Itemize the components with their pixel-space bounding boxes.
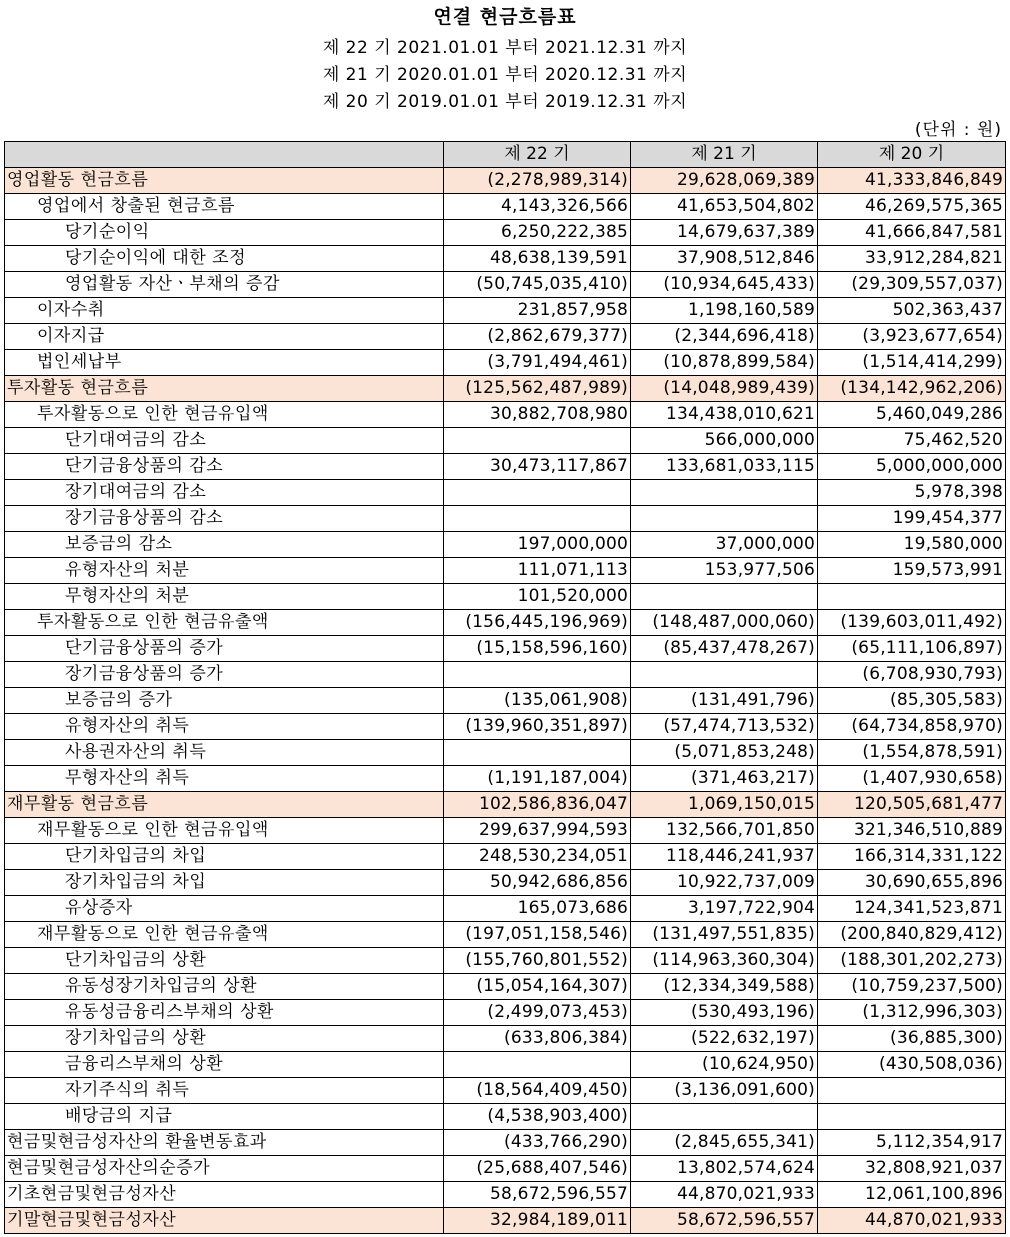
header-period-21: 제 21 기	[631, 142, 818, 168]
value-period-22: (15,158,596,160)	[444, 636, 631, 662]
value-period-22: 231,857,958	[444, 298, 631, 324]
value-period-21	[631, 480, 818, 506]
value-period-21	[631, 662, 818, 688]
value-period-20: 5,000,000,000	[818, 454, 1006, 480]
table-row	[5, 922, 1006, 948]
table-row	[5, 1026, 1006, 1052]
table-row	[5, 1078, 1006, 1104]
row-label: 단기차입금의 차입	[5, 844, 444, 870]
row-label: 유형자산의 처분	[5, 558, 444, 584]
value-period-21: (131,497,551,835)	[631, 922, 818, 948]
value-period-21: 13,802,574,624	[631, 1156, 818, 1182]
table-row	[5, 246, 1006, 272]
value-period-21: 1,069,150,015	[631, 792, 818, 818]
value-period-20: 120,505,681,477	[818, 792, 1006, 818]
row-label: 금융리스부채의 상환	[5, 1052, 444, 1078]
table-row	[5, 1104, 1006, 1130]
row-label: 당기순이익에 대한 조정	[5, 246, 444, 272]
row-label: 단기금융상품의 감소	[5, 454, 444, 480]
row-label: 투자활동으로 인한 현금유출액	[5, 610, 444, 636]
table-row	[5, 1182, 1006, 1208]
unit-label: (단위 : 원)	[914, 120, 1002, 140]
value-period-20: (139,603,011,492)	[818, 610, 1006, 636]
value-period-22: (50,745,035,410)	[444, 272, 631, 298]
value-period-20: 41,666,847,581	[818, 220, 1006, 246]
header-period-20: 제 20 기	[818, 142, 1006, 168]
value-period-21: (57,474,713,532)	[631, 714, 818, 740]
row-label: 단기차입금의 상환	[5, 948, 444, 974]
value-period-20: (134,142,962,206)	[818, 376, 1006, 402]
value-period-20: 159,573,991	[818, 558, 1006, 584]
value-period-20: (3,923,677,654)	[818, 324, 1006, 350]
value-period-22	[444, 480, 631, 506]
value-period-20: 502,363,437	[818, 298, 1006, 324]
value-period-21: (85,437,478,267)	[631, 636, 818, 662]
row-label: 당기순이익	[5, 220, 444, 246]
table-row	[5, 168, 1006, 194]
value-period-20: (10,759,237,500)	[818, 974, 1006, 1000]
value-period-21: 566,000,000	[631, 428, 818, 454]
value-period-21: (522,632,197)	[631, 1026, 818, 1052]
row-label: 보증금의 증가	[5, 688, 444, 714]
table-row	[5, 662, 1006, 688]
table-row	[5, 558, 1006, 584]
table-row	[5, 350, 1006, 376]
value-period-22: (433,766,290)	[444, 1130, 631, 1156]
value-period-21: 37,908,512,846	[631, 246, 818, 272]
value-period-22: 4,143,326,566	[444, 194, 631, 220]
value-period-21	[631, 506, 818, 532]
value-period-20: 166,314,331,122	[818, 844, 1006, 870]
value-period-20: 5,460,049,286	[818, 402, 1006, 428]
value-period-20: (1,554,878,591)	[818, 740, 1006, 766]
value-period-20: (200,840,829,412)	[818, 922, 1006, 948]
value-period-21: 37,000,000	[631, 532, 818, 558]
value-period-22: (155,760,801,552)	[444, 948, 631, 974]
value-period-20	[818, 1078, 1006, 1104]
value-period-20: 46,269,575,365	[818, 194, 1006, 220]
cash-flow-table	[4, 141, 1006, 1234]
value-period-20: 199,454,377	[818, 506, 1006, 532]
value-period-20: (188,301,202,273)	[818, 948, 1006, 974]
table-row	[5, 610, 1006, 636]
table-row	[5, 792, 1006, 818]
value-period-21: 133,681,033,115	[631, 454, 818, 480]
value-period-20: (1,514,414,299)	[818, 350, 1006, 376]
row-label: 영업에서 창출된 현금흐름	[5, 194, 444, 220]
value-period-20: (430,508,036)	[818, 1052, 1006, 1078]
table-row	[5, 1130, 1006, 1156]
row-label: 유동성금융리스부채의 상환	[5, 1000, 444, 1026]
value-period-21: 153,977,506	[631, 558, 818, 584]
value-period-21: (5,071,853,248)	[631, 740, 818, 766]
row-label: 사용권자산의 취득	[5, 740, 444, 766]
value-period-22: 32,984,189,011	[444, 1208, 631, 1234]
value-period-20: 30,690,655,896	[818, 870, 1006, 896]
value-period-22	[444, 662, 631, 688]
period-line-21: 제 21 기 2020.01.01 부터 2020.12.31 까지	[322, 65, 688, 85]
table-row	[5, 376, 1006, 402]
table-row	[5, 714, 1006, 740]
table-row	[5, 324, 1006, 350]
value-period-22: (18,564,409,450)	[444, 1078, 631, 1104]
value-period-21: 134,438,010,621	[631, 402, 818, 428]
row-label: 영업활동 자산ㆍ부채의 증감	[5, 272, 444, 298]
table-row	[5, 896, 1006, 922]
table-row	[5, 688, 1006, 714]
value-period-22: (2,862,679,377)	[444, 324, 631, 350]
value-period-20: 124,341,523,871	[818, 896, 1006, 922]
value-period-21: 10,922,737,009	[631, 870, 818, 896]
value-period-20: (1,312,996,303)	[818, 1000, 1006, 1026]
table-row	[5, 1208, 1006, 1234]
value-period-21	[631, 584, 818, 610]
header-label-column	[5, 142, 444, 168]
value-period-22	[444, 1052, 631, 1078]
value-period-21: 14,679,637,389	[631, 220, 818, 246]
table-row	[5, 506, 1006, 532]
value-period-22: (15,054,164,307)	[444, 974, 631, 1000]
value-period-22: (156,445,196,969)	[444, 610, 631, 636]
value-period-22: 30,473,117,867	[444, 454, 631, 480]
value-period-22: 197,000,000	[444, 532, 631, 558]
value-period-21: (10,878,899,584)	[631, 350, 818, 376]
value-period-22: 165,073,686	[444, 896, 631, 922]
value-period-20: (64,734,858,970)	[818, 714, 1006, 740]
value-period-21: (12,334,349,588)	[631, 974, 818, 1000]
row-label: 영업활동 현금흐름	[5, 168, 444, 194]
value-period-22: (633,806,384)	[444, 1026, 631, 1052]
value-period-22: (2,499,073,453)	[444, 1000, 631, 1026]
table-row	[5, 1000, 1006, 1026]
value-period-20: 12,061,100,896	[818, 1182, 1006, 1208]
value-period-22: 248,530,234,051	[444, 844, 631, 870]
value-period-21: (3,136,091,600)	[631, 1078, 818, 1104]
value-period-21: (530,493,196)	[631, 1000, 818, 1026]
table-row	[5, 298, 1006, 324]
value-period-20: 44,870,021,933	[818, 1208, 1006, 1234]
value-period-22: 102,586,836,047	[444, 792, 631, 818]
value-period-20: 33,912,284,821	[818, 246, 1006, 272]
value-period-20: (29,309,557,037)	[818, 272, 1006, 298]
table-row	[5, 454, 1006, 480]
row-label: 기말현금및현금성자산	[5, 1208, 444, 1234]
row-label: 보증금의 감소	[5, 532, 444, 558]
table-row	[5, 766, 1006, 792]
row-label: 유형자산의 취득	[5, 714, 444, 740]
value-period-22: 299,637,994,593	[444, 818, 631, 844]
value-period-22: 48,638,139,591	[444, 246, 631, 272]
table-row	[5, 428, 1006, 454]
row-label: 무형자산의 취득	[5, 766, 444, 792]
row-label: 투자활동으로 인한 현금유입액	[5, 402, 444, 428]
value-period-22: (135,061,908)	[444, 688, 631, 714]
value-period-21: (2,344,696,418)	[631, 324, 818, 350]
row-label: 투자활동 현금흐름	[5, 376, 444, 402]
value-period-22: 111,071,113	[444, 558, 631, 584]
value-period-22: 30,882,708,980	[444, 402, 631, 428]
value-period-21: 3,197,722,904	[631, 896, 818, 922]
value-period-22: (3,791,494,461)	[444, 350, 631, 376]
row-label: 단기금융상품의 증가	[5, 636, 444, 662]
row-label: 자기주식의 취득	[5, 1078, 444, 1104]
value-period-22	[444, 428, 631, 454]
header-period-22: 제 22 기	[444, 142, 631, 168]
table-row	[5, 636, 1006, 662]
value-period-21: (10,624,950)	[631, 1052, 818, 1078]
value-period-21: (114,963,360,304)	[631, 948, 818, 974]
value-period-20: 321,346,510,889	[818, 818, 1006, 844]
table-row	[5, 818, 1006, 844]
row-label: 장기금융상품의 감소	[5, 506, 444, 532]
value-period-20: 5,978,398	[818, 480, 1006, 506]
table-row	[5, 584, 1006, 610]
table-row	[5, 870, 1006, 896]
row-label: 재무활동 현금흐름	[5, 792, 444, 818]
table-row	[5, 480, 1006, 506]
row-label: 유상증자	[5, 896, 444, 922]
value-period-22	[444, 740, 631, 766]
table-row	[5, 402, 1006, 428]
value-period-21: 132,566,701,850	[631, 818, 818, 844]
table-row	[5, 844, 1006, 870]
value-period-21: 41,653,504,802	[631, 194, 818, 220]
value-period-20: 19,580,000	[818, 532, 1006, 558]
row-label: 이자지급	[5, 324, 444, 350]
value-period-21: (2,845,655,341)	[631, 1130, 818, 1156]
row-label: 현금및현금성자산의순증가	[5, 1156, 444, 1182]
table-row	[5, 1052, 1006, 1078]
value-period-22: (1,191,187,004)	[444, 766, 631, 792]
table-row	[5, 948, 1006, 974]
value-period-21: 58,672,596,557	[631, 1208, 818, 1234]
value-period-21: (371,463,217)	[631, 766, 818, 792]
table-row	[5, 272, 1006, 298]
value-period-22: (197,051,158,546)	[444, 922, 631, 948]
table-row	[5, 740, 1006, 766]
value-period-21: (148,487,000,060)	[631, 610, 818, 636]
value-period-20: (1,407,930,658)	[818, 766, 1006, 792]
value-period-22: 6,250,222,385	[444, 220, 631, 246]
row-label: 이자수취	[5, 298, 444, 324]
row-label: 유동성장기차입금의 상환	[5, 974, 444, 1000]
value-period-22: 101,520,000	[444, 584, 631, 610]
value-period-20: 32,808,921,037	[818, 1156, 1006, 1182]
value-period-22: (139,960,351,897)	[444, 714, 631, 740]
value-period-21: 44,870,021,933	[631, 1182, 818, 1208]
value-period-22: 50,942,686,856	[444, 870, 631, 896]
value-period-20: (6,708,930,793)	[818, 662, 1006, 688]
row-label: 장기차입금의 상환	[5, 1026, 444, 1052]
value-period-20: 41,333,846,849	[818, 168, 1006, 194]
value-period-21: 29,628,069,389	[631, 168, 818, 194]
value-period-21: (10,934,645,433)	[631, 272, 818, 298]
table-row	[5, 194, 1006, 220]
period-line-22: 제 22 기 2021.01.01 부터 2021.12.31 까지	[322, 38, 688, 58]
value-period-20: (36,885,300)	[818, 1026, 1006, 1052]
value-period-20: 75,462,520	[818, 428, 1006, 454]
table-header-row	[5, 142, 1006, 168]
value-period-21: 118,446,241,937	[631, 844, 818, 870]
row-label: 기초현금및현금성자산	[5, 1182, 444, 1208]
value-period-22: (25,688,407,546)	[444, 1156, 631, 1182]
value-period-21: (14,048,989,439)	[631, 376, 818, 402]
row-label: 장기차입금의 차입	[5, 870, 444, 896]
period-line-20: 제 20 기 2019.01.01 부터 2019.12.31 까지	[322, 92, 688, 112]
row-label: 현금및현금성자산의 환율변동효과	[5, 1130, 444, 1156]
value-period-20: (65,111,106,897)	[818, 636, 1006, 662]
value-period-20	[818, 584, 1006, 610]
row-label: 무형자산의 처분	[5, 584, 444, 610]
row-label: 장기대여금의 감소	[5, 480, 444, 506]
value-period-21: 1,198,160,589	[631, 298, 818, 324]
value-period-20: (85,305,583)	[818, 688, 1006, 714]
value-period-22: (125,562,487,989)	[444, 376, 631, 402]
row-label: 재무활동으로 인한 현금유출액	[5, 922, 444, 948]
table-row	[5, 974, 1006, 1000]
value-period-22: (4,538,903,400)	[444, 1104, 631, 1130]
row-label: 단기대여금의 감소	[5, 428, 444, 454]
value-period-20: 5,112,354,917	[818, 1130, 1006, 1156]
value-period-21: (131,491,796)	[631, 688, 818, 714]
value-period-22: 58,672,596,557	[444, 1182, 631, 1208]
page-title: 연결 현금흐름표	[433, 6, 577, 28]
value-period-22: (2,278,989,314)	[444, 168, 631, 194]
row-label: 법인세납부	[5, 350, 444, 376]
value-period-20	[818, 1104, 1006, 1130]
value-period-21	[631, 1104, 818, 1130]
table-row	[5, 1156, 1006, 1182]
value-period-22	[444, 506, 631, 532]
table-row	[5, 532, 1006, 558]
row-label: 재무활동으로 인한 현금유입액	[5, 818, 444, 844]
row-label: 배당금의 지급	[5, 1104, 444, 1130]
row-label: 장기금융상품의 증가	[5, 662, 444, 688]
table-row	[5, 220, 1006, 246]
